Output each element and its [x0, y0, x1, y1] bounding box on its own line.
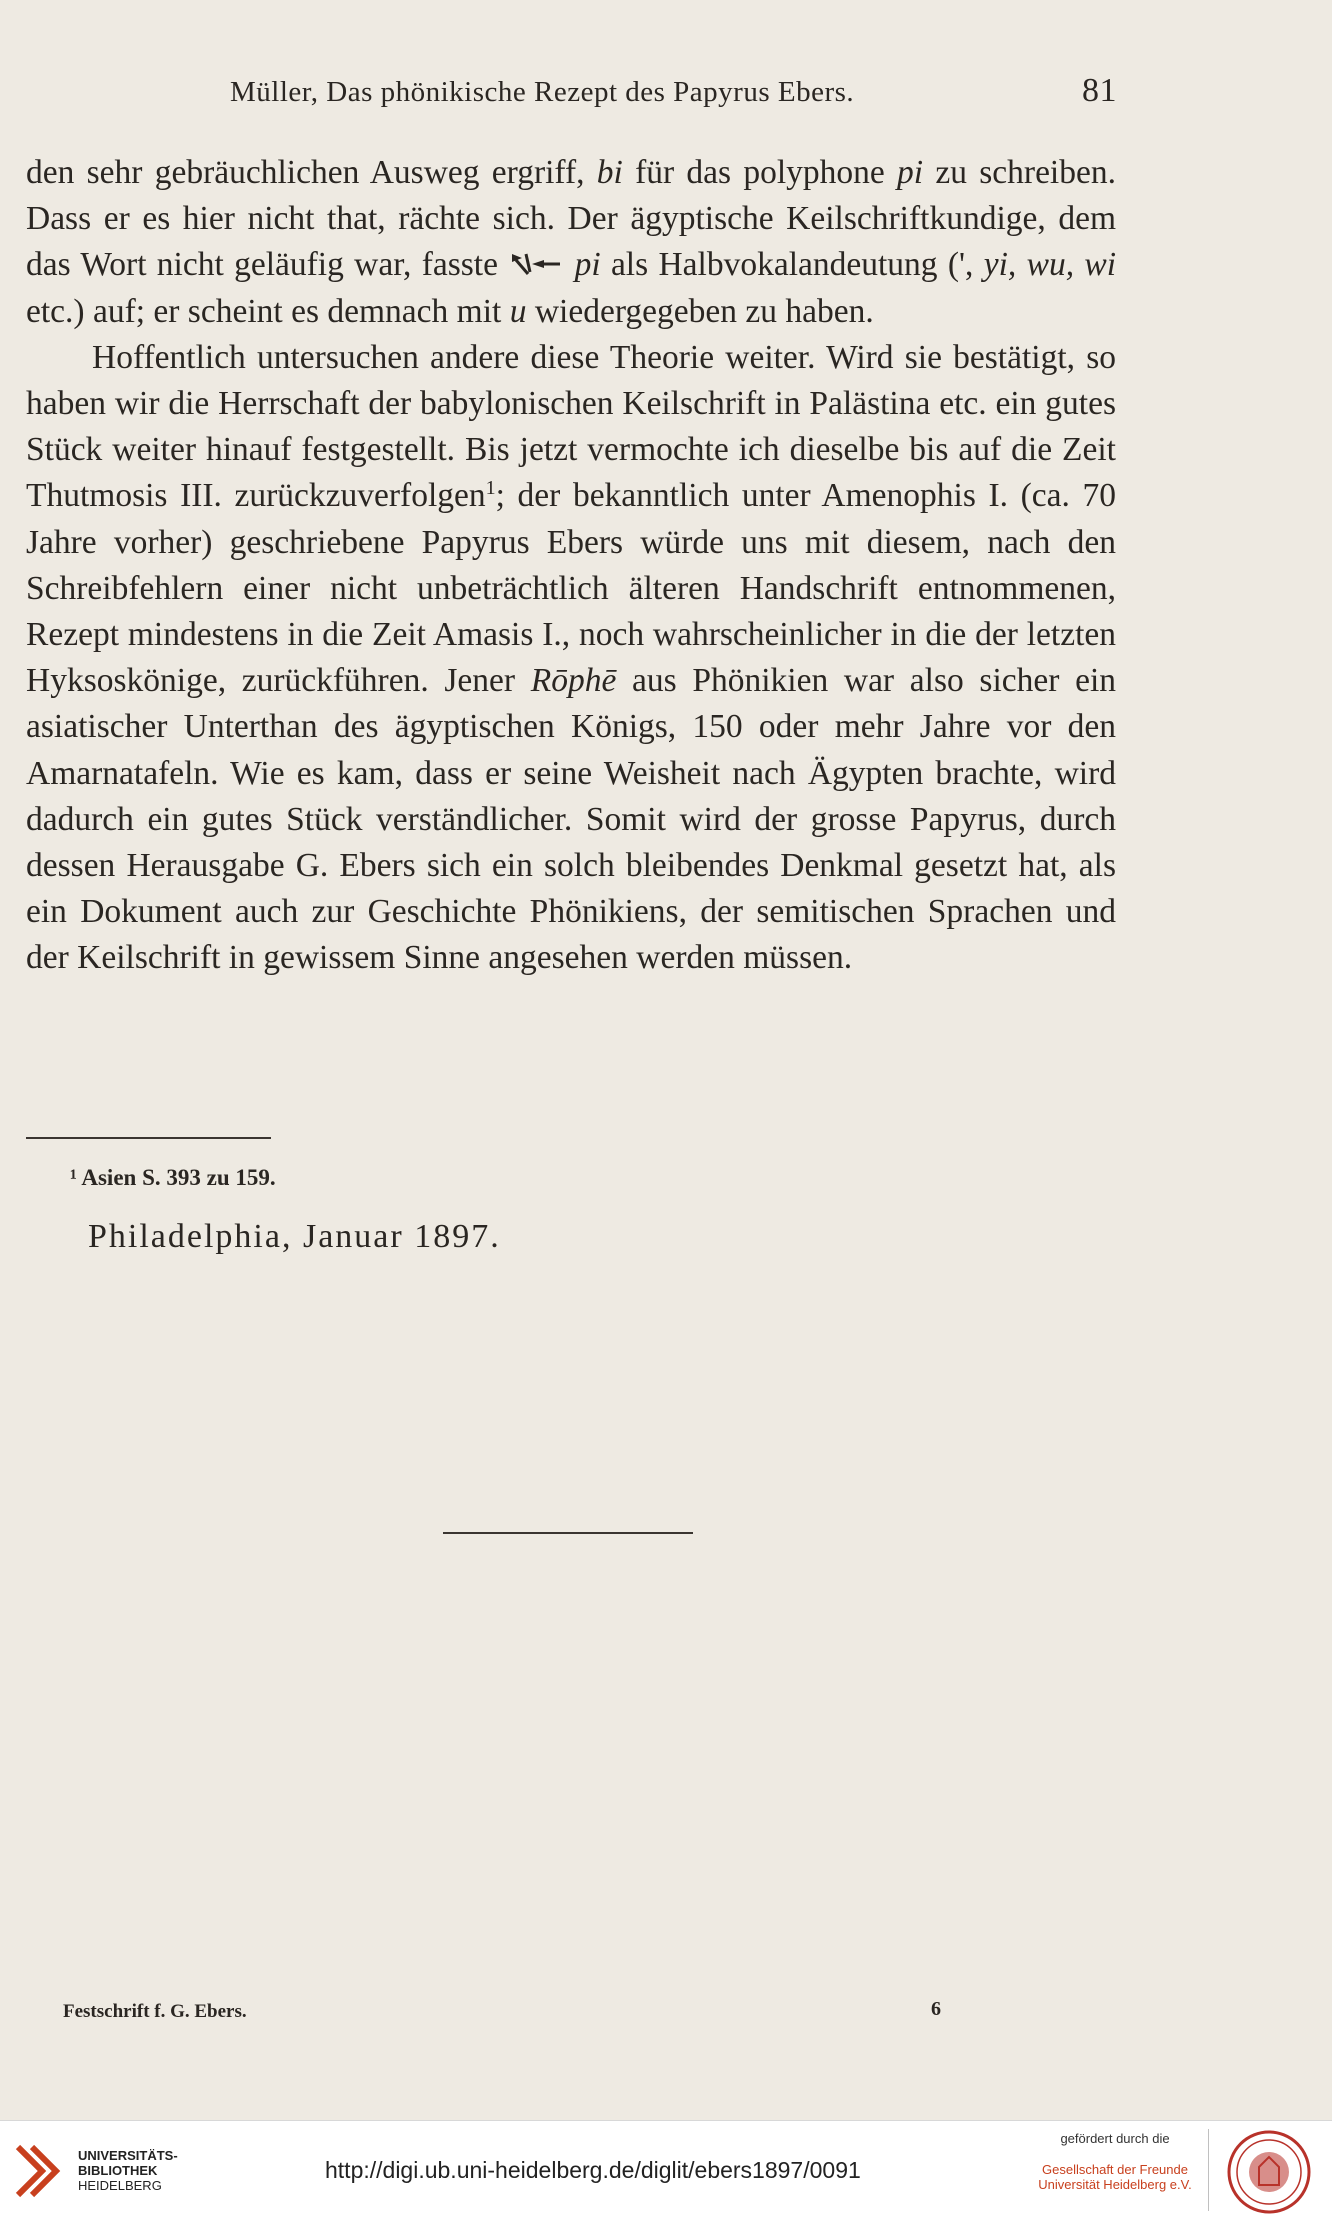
- text-run: den sehr gebräuchlichen Ausweg ergriff,: [26, 154, 597, 191]
- paragraph-1: [26, 150, 1116, 335]
- text-run: wiedergegeben zu haben.: [526, 292, 874, 330]
- page-number: 81: [1082, 72, 1117, 109]
- footer-divider: [1208, 2129, 1209, 2211]
- italic-bi: bi: [596, 154, 623, 191]
- italic-pi: pi: [574, 246, 601, 284]
- italic-wi: wi: [1084, 246, 1117, 284]
- university-seal-icon[interactable]: [1226, 2129, 1312, 2215]
- footnote-ref: 1: [485, 477, 496, 500]
- text-run: etc.) auf; er scheint es demnach mit: [26, 292, 510, 330]
- text-run: aus Phönikien war also sicher ein asiatischer Unterthan des ägyptischen Königs, 150 oder mehr Jahre vor den Amarnatafeln. Wie es kam, dass er seine Weisheit nach Ägypten brachte, wird dadurch ein gutes Stück verständlicher. Somit wird der grosse Papyrus, durch dessen Herausgabe G. Ebers sich ein solch bleibendes Denkmal gesetzt hat, als ein Dokument auch zur Geschichte Phönikiens, der semitischen Sprachen und der Keilschrift in gewissem Sinne angesehen werden müssen.: [26, 662, 1116, 977]
- text-run: als Halbvokalandeutung (',: [600, 246, 984, 284]
- text-run: ; der bekanntlich unter Amenophis I. (ca. 70 Jahre vorher) geschriebene Papyrus Ebers würde uns mit diesem, nach den Schreibfehlern einer nicht unbeträchtlich älteren Handschrift entnommenen, Rezept mindestens in die Zeit Amasis I., noch wahrscheinlicher in die der letzten Hyksoskönige, zurückführen. Jener: [26, 477, 1117, 700]
- footnote-divider: [26, 1137, 271, 1139]
- paragraph-2: [26, 335, 1116, 982]
- running-header: [230, 72, 1117, 116]
- signature-number: 6: [931, 1998, 941, 2020]
- footnote: ¹ Asien S. 393 zu 159.: [70, 1165, 276, 1190]
- library-line: UNIVERSITÄTS-: [78, 2148, 178, 2163]
- sponsor-credit[interactable]: [1030, 2131, 1200, 2192]
- text-run: Hoffentlich untersuchen andere diese Theorie weiter. Wird sie bestätigt, so haben wir die Herrschaft der babylonischen Keilschrift in Palästina etc. ein gutes Stück weiter hinauf festgestellt. Bis jetzt vermochte ich dieselbe bis auf die Zeit Thutmosis III. zurückzuverfolgen: [26, 338, 1116, 515]
- italic-u: u: [509, 292, 527, 330]
- sponsor-line: Gesellschaft der Freunde: [1042, 2162, 1188, 2177]
- italic-wu: wu,: [1026, 246, 1075, 284]
- italic-pi: pi: [897, 154, 924, 191]
- library-line: BIBLIOTHEK: [78, 2163, 158, 2178]
- library-line: HEIDELBERG: [78, 2178, 162, 2193]
- footer-bar: [0, 2120, 1332, 2219]
- cuneiform-sign-icon: [508, 248, 564, 278]
- permalink[interactable]: http://digi.ub.uni-heidelberg.de/diglit/ebers1897/0091: [325, 2157, 861, 2183]
- signoff: Philadelphia, Januar 1897.: [88, 1218, 501, 1255]
- running-title: Müller, Das phönikische Rezept des Papyrus Ebers.: [230, 76, 855, 108]
- sponsor-line: Universität Heidelberg e.V.: [1038, 2177, 1192, 2192]
- body-text: [26, 150, 1116, 982]
- text-run: [1074, 246, 1084, 283]
- italic-yi: yi,: [983, 246, 1017, 284]
- end-divider: [443, 1532, 693, 1534]
- italic-rophe: Rōphē: [530, 662, 617, 700]
- library-name[interactable]: [78, 2148, 178, 2193]
- text-run: [1016, 246, 1026, 283]
- sponsor-by: gefördert durch die: [1060, 2131, 1170, 2146]
- ub-heidelberg-logo-icon[interactable]: [14, 2143, 70, 2199]
- text-run: zu schreiben. Dass er es hier nicht that, rächte sich. Der ägyptische Keilschriftkundige, dem das Wort nicht geläufig war, fasste: [26, 154, 1116, 284]
- text-run: für das polyphone: [622, 154, 898, 191]
- signature-left: Festschrift f. G. Ebers.: [63, 2001, 247, 2022]
